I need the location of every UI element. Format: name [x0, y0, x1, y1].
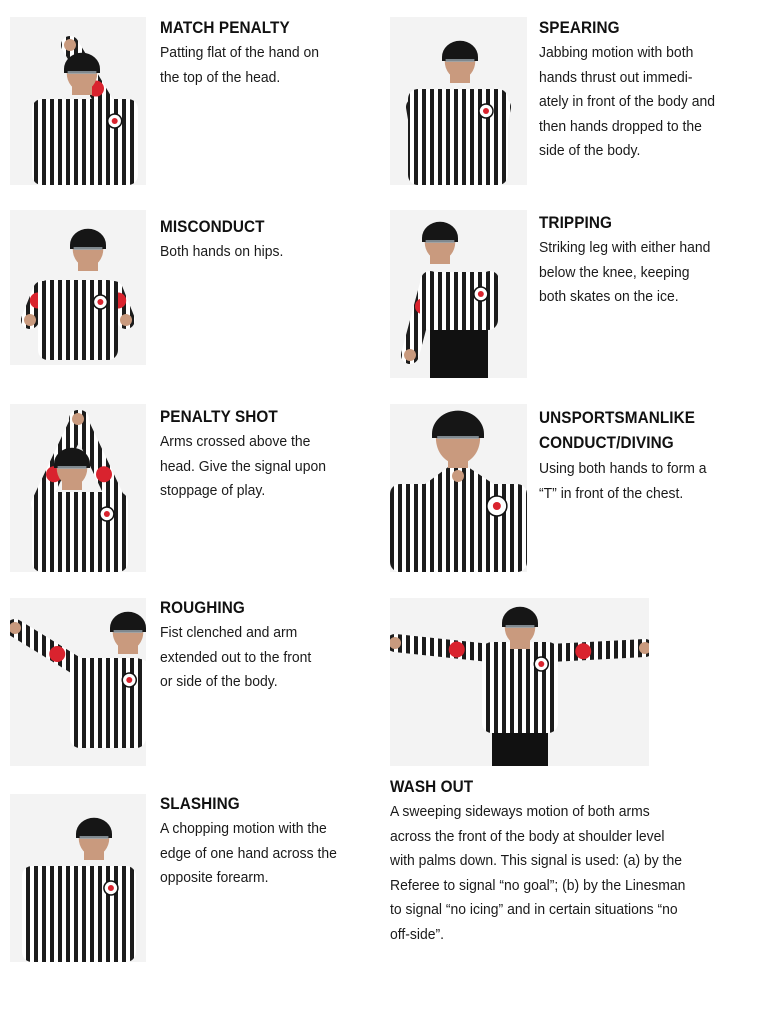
- signal-description: Jabbing motion with both hands thrust out immedi- ately in front of the body and then hands dropped to the side of the body.: [539, 44, 716, 159]
- signal-match-penalty: [160, 17, 420, 90]
- signal-description: A sweeping sideways motion of both arms across the front of the body at shoulder level with palms down. This signal is used: (a) by the Referee to signal “no goal”; (b) by the Linesman to signal “no icing” and in certain situations “no off-side”.: [390, 803, 686, 943]
- photo-penalty-shot: [10, 404, 146, 572]
- signal-description: Patting flat of the hand on the top of the head.: [160, 44, 320, 86]
- signal-title: TRIPPING: [539, 213, 612, 232]
- signal-description: Fist clenched and arm extended out to the front or side of the body.: [160, 624, 312, 690]
- signal-misconduct: [160, 216, 420, 265]
- signal-title: SPEARING: [539, 18, 620, 37]
- signal-title: MISCONDUCT: [160, 217, 265, 236]
- signal-description: A chopping motion with the edge of one hand across the opposite forearm.: [160, 820, 337, 886]
- photo-slashing: [10, 794, 146, 962]
- signal-description: Striking leg with either hand below the knee, keeping both skates on the ice.: [539, 239, 711, 305]
- photo-misconduct: [10, 210, 146, 365]
- signal-title: SLASHING: [160, 794, 240, 813]
- signal-slashing: [160, 793, 420, 891]
- signal-tripping: [539, 212, 768, 310]
- photo-wash-out: [390, 598, 649, 766]
- signal-title: ROUGHING: [160, 598, 245, 617]
- signal-title: MATCH PENALTY: [160, 18, 290, 37]
- signal-title: WASH OUT: [390, 777, 474, 796]
- signal-description: Both hands on hips.: [160, 243, 284, 260]
- photo-match-penalty: [10, 17, 146, 185]
- signal-wash-out: [390, 776, 768, 947]
- photo-roughing: [10, 598, 146, 766]
- signal-roughing: [160, 597, 420, 695]
- signal-title: PENALTY SHOT: [160, 407, 278, 426]
- signal-spearing: [539, 17, 768, 164]
- signal-description: Using both hands to form a “T” in front of the chest.: [539, 460, 707, 502]
- signal-description: Arms crossed above the head. Give the signal upon stoppage of play.: [160, 433, 326, 499]
- signal-title: UNSPORTSMANLIKE CONDUCT/DIVING: [539, 408, 696, 452]
- signal-penalty-shot: [160, 406, 420, 504]
- signal-unsportsmanlike: [539, 405, 768, 506]
